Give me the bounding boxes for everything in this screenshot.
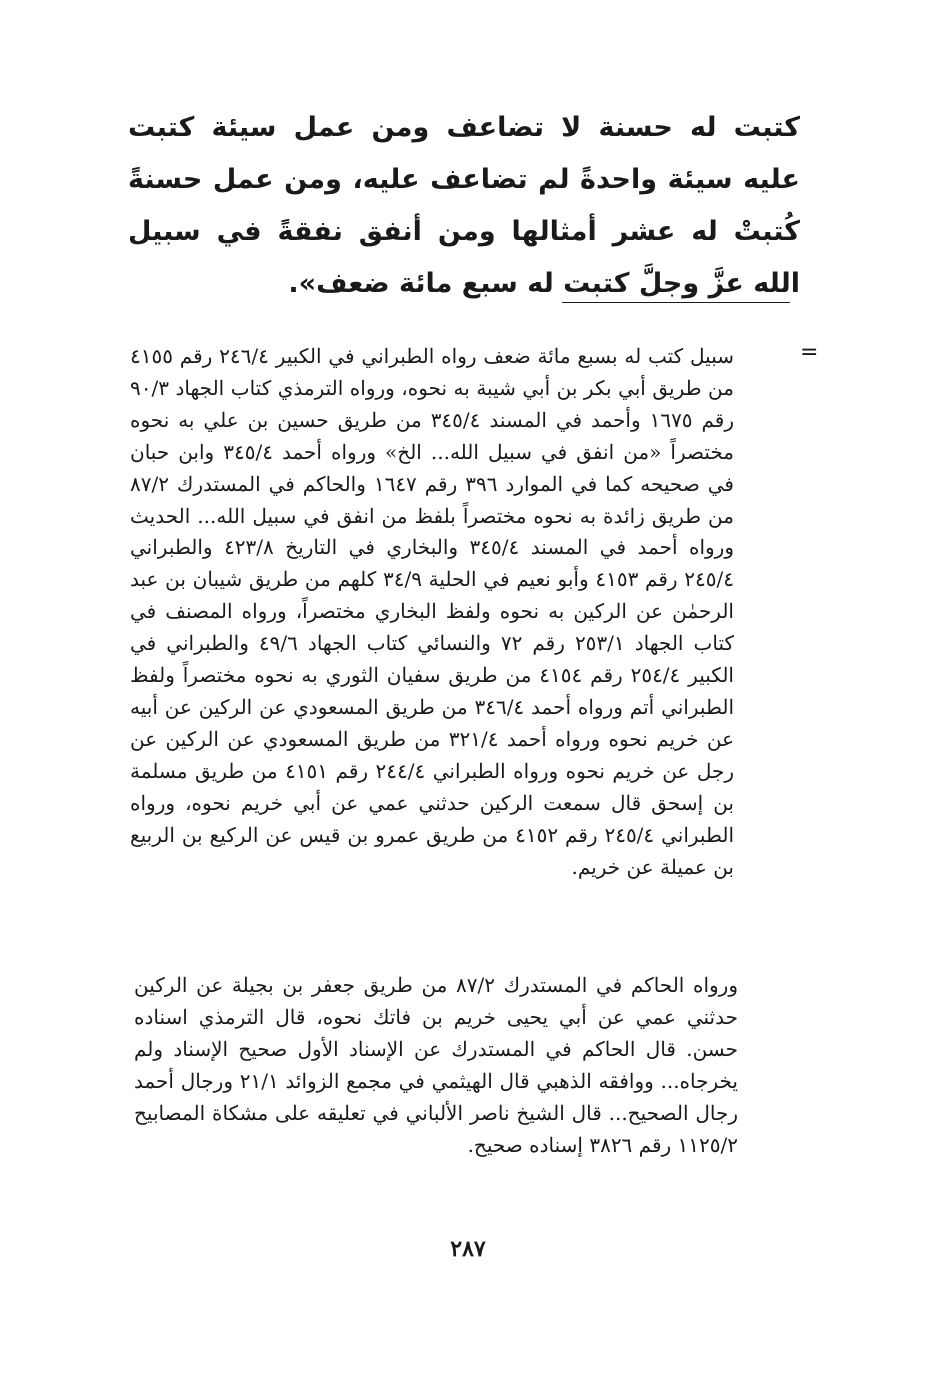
footnote-continuation-mark: = — [800, 340, 819, 365]
footnote-paragraph: ورواه الحاكم في المستدرك ٨٧/٢ من طريق جعفر بن بجيلة عن الركين حدثني عمي عن أبي يحيى خريم بن فاتك نحوه، قال الترمذي اسناده حسن. قال الحاكم في المستدرك عن الإسناد الأول صحيح الإسناد ولم يخرجاه... ووافقه الذهبي قال الهيثمي في مجمع الزوائد ٢١/١ ورجال أحمد رجال الصحيح... قال الشيخ ناصر الألباني في تعليقه على مشكاة المصابيح ١١٢٥/٢ رقم ٣٨٢٦ إسناده صحيح. — [134, 973, 739, 1157]
page-number: ٢٨٧ — [450, 1236, 486, 1262]
footnote-separator-rule — [562, 302, 790, 303]
main-text-hadith: كتبت له حسنة لا تضاعف ومن عمل سيئة كتبت عليه سيئة واحدةً لم تضاعف عليه، ومن عمل حسنةً كُتبتْ له عشر أمثالها ومن أنفق نفقةً في سبيل الله عزَّ وجلَّ كتبت له سبع مائة ضعف». — [128, 112, 800, 299]
footnote-paragraph: سبيل كتب له بسبع مائة ضعف رواه الطبراني في الكبير ٢٤٦/٤ رقم ٤١٥٥ من طريق أبي بكر بن أبي شيبة به نحوه، ورواه الترمذي كتاب الجهاد ٩٠/٣ رقم ١٦٧٥ وأحمد في المسند ٣٤٥/٤ من طريق حسين بن علي به نحوه مختصراً «من انفق في سبيل الله... الخ» ورواه أحمد ٣٤٥/٤ وابن حبان في صحيحه كما في الموارد ٣٩٦ رقم ١٦٤٧ والحاكم في المستدرك ٨٧/٢ من طريق زائدة به نحوه مختصراً بلفظ من انفق في سبيل الله... الحديث ورواه أحمد في المسند ٣٤٥/٤ والبخاري في التاريخ ٤٢٣/٨ والطبراني ٢٤٥/٤ رقم ٤١٥٣ وأبو نعيم في الحلية ٣٤/٩ كلهم من طريق شيبان بن عبد الرحمٰن عن الركين به نحوه ولفظ البخاري مختصراً، ورواه المصنف في كتاب الجهاد ٢٥٣/١ رقم ٧٢ والنسائي كتاب الجهاد ٤٩/٦ والطبراني في الكبير ٢٥٤/٤ رقم ٤١٥٤ من طريق سفيان الثوري به نحوه مختصراً ولفظ الطبراني أتم ورواه أحمد ٣٤٦/٤ من طريق المسعودي عن الركين عن أبيه عن خريم نحوه ورواه أحمد ٣٢١/٤ من طريق المسعودي عن الركين عن رجل عن خريم نحوه ورواه الطبراني ٢٤٤/٤ رقم ٤١٥١ من طريق مسلمة بن إسحق قال سمعت الركين حدثني عمي عن أبي خريم نحوه، ورواه الطبراني ٢٤٥/٤ رقم ٤١٥٢ من طريق عمرو بن قيس عن الركيع بن الربيع بن عميلة عن خريم. — [130, 344, 735, 879]
